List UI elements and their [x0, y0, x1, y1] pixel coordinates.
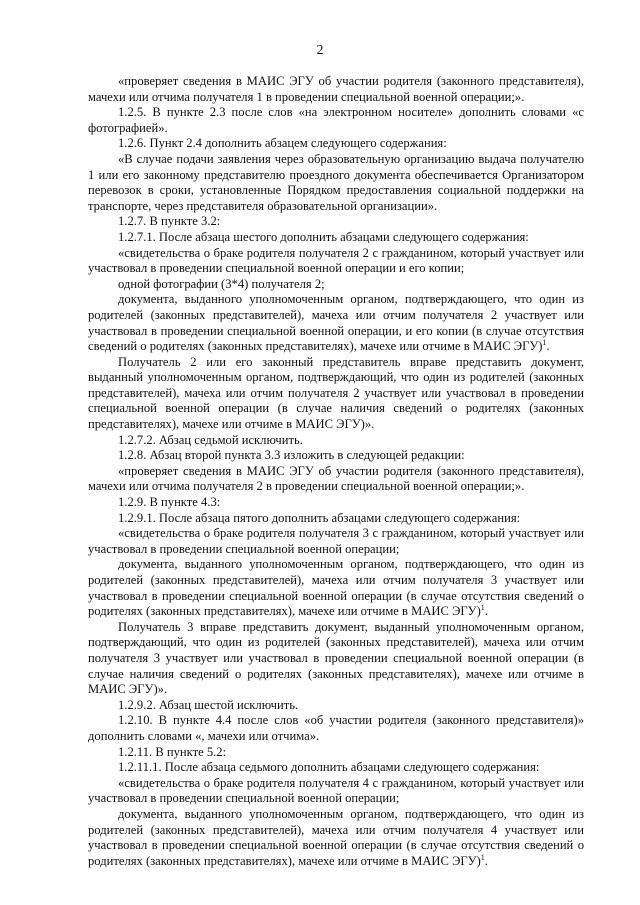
paragraph-text: одной фотографии (3*4) получателя 2; [118, 276, 325, 291]
sentence-end: . [484, 853, 488, 868]
paragraph [88, 230, 584, 246]
footnote-marker: 1 [542, 338, 547, 348]
paragraph-text: 1.2.5. В пункте 2.3 после слов «на электронном носителе» дополнить словами «с фотографией». [88, 105, 584, 135]
paragraph [88, 433, 584, 449]
paragraph [88, 511, 584, 527]
footnote-marker: 1 [480, 603, 485, 613]
paragraph [88, 526, 584, 557]
paragraph-text: 1.2.7.1. После абзаца шестого дополнить абзацами следующего содержания: [118, 229, 529, 244]
paragraph-text: Получатель 3 вправе представить документ, выданный уполномоченным органом, подтверждающий, что один из родителей (законных представителей), мачеха или отчим получателя 3 участвует или участвовал в проведении специальной военной операции (в случае наличия сведений о родителях (законных представителях), мачехе или отчиме в МАИС ЭГУ)». [88, 619, 584, 697]
paragraph [88, 807, 584, 869]
paragraph [88, 464, 584, 495]
paragraph [88, 74, 584, 105]
document-body [88, 74, 584, 869]
paragraph [88, 136, 584, 152]
paragraph-text: 1.2.10. В пункте 4.4 после слов «об участии родителя (законного представителя)» дополнить словами «, мачехи или отчима». [88, 713, 584, 743]
paragraph [88, 292, 584, 354]
paragraph [88, 713, 584, 744]
paragraph-text: «свидетельства о браке родителя получателя 4 с гражданином, который участвует или участвовал в проведении специальной военной операции; [88, 775, 584, 806]
paragraph [88, 557, 584, 619]
paragraph [88, 105, 584, 136]
paragraph-text: документа, выданного уполномоченным органом, подтверждающего, что один из родителей (законных представителей), мачеха или отчим получателя 2 участвует или участвовал в проведении специальной военной операции, и его копии (в случае отсутствия сведений о родителях (законных представителях), мачехе или отчиме в МАИС ЭГУ) [88, 292, 584, 354]
paragraph-text: «свидетельства о браке родителя получателя 3 с гражданином, который участвует или участвовал в проведении специальной военной операции; [88, 526, 584, 556]
paragraph-text: 1.2.7. В пункте 3.2: [118, 214, 221, 229]
paragraph [88, 760, 584, 776]
paragraph [88, 214, 584, 230]
page-number: 2 [316, 43, 324, 58]
paragraph [88, 246, 584, 277]
paragraph-text: 1.2.9.2. Абзац шестой исключить. [118, 697, 299, 712]
paragraph-text: «проверяет сведения в МАИС ЭГУ об участии родителя (законного представителя), мачехи или отчима получателя 2 в проведении специальной военной операции;». [88, 463, 584, 494]
paragraph-text: Получатель 2 или его законный представитель вправе представить документ, выданный уполномоченным органом, подтверждающий, что один из родителей (законных представителей), мачеха или отчим получателя 2 участвует или участвовал в проведении специальной военной операции (в случае наличия сведений о родителях (законных представителях), мачехе или отчиме в МАИС ЭГУ)». [88, 354, 584, 432]
paragraph-text: документа, выданного уполномоченным органом, подтверждающего, что один из родителей (законных представителей), мачеха или отчим получателя 3 участвует или участвовал в проведении специальной военной операции (в случае отсутствия сведений о родителях (законных представителях), мачехе или отчиме в МАИС ЭГУ) [88, 557, 584, 619]
sentence-end: . [484, 604, 488, 619]
paragraph-text: 1.2.11.1. После абзаца седьмого дополнить абзацами следующего содержания: [118, 760, 540, 775]
paragraph-text: 1.2.9.1. После абзаца пятого дополнить абзацами следующего содержания: [118, 510, 521, 525]
paragraph [88, 620, 584, 698]
paragraph [88, 448, 584, 464]
paragraph [88, 698, 584, 714]
sentence-end: . [546, 339, 550, 354]
paragraph [88, 495, 584, 511]
paragraph-text: 1.2.8. Абзац второй пункта 3.3 изложить в следующей редакции: [118, 448, 465, 463]
paragraph-text: «проверяет сведения в МАИС ЭГУ об участии родителя (законного представителя), мачехи или отчима получателя 1 в проведении специальной военной операции;». [88, 74, 584, 104]
paragraph [88, 355, 584, 433]
paragraph-text: 1.2.9. В пункте 4.3: [118, 495, 221, 510]
footnote-marker: 1 [480, 852, 485, 862]
paragraph [88, 277, 584, 293]
paragraph-text: документа, выданного уполномоченным органом, подтверждающего, что один из родителей (законных представителей), мачеха или отчим получателя 4 участвует или участвовал в проведении специальной военной операции (в случае отсутствия сведений о родителях (законных представителях), мачехе или отчиме в МАИС ЭГУ) [88, 806, 584, 868]
paragraph [88, 776, 584, 807]
paragraph-text: 1.2.6. Пункт 2.4 дополнить абзацем следующего содержания: [118, 136, 447, 151]
paragraph [88, 152, 584, 214]
paragraph-text: «В случае подачи заявления через образовательную организацию выдача получателю 1 или его законному представителю проездного документа обеспечивается Организатором перевозок в сроки, установленные Порядком предоставления социальной поддержки на транспорте, через представителя образовательной организации». [88, 151, 584, 213]
paragraph [88, 745, 584, 761]
paragraph-text: «свидетельства о браке родителя получателя 2 с гражданином, который участвует или участвовал в проведении специальной военной операции и его копии; [88, 245, 584, 276]
paragraph-text: 1.2.11. В пункте 5.2: [118, 744, 227, 759]
paragraph-text: 1.2.7.2. Абзац седьмой исключить. [118, 432, 303, 447]
